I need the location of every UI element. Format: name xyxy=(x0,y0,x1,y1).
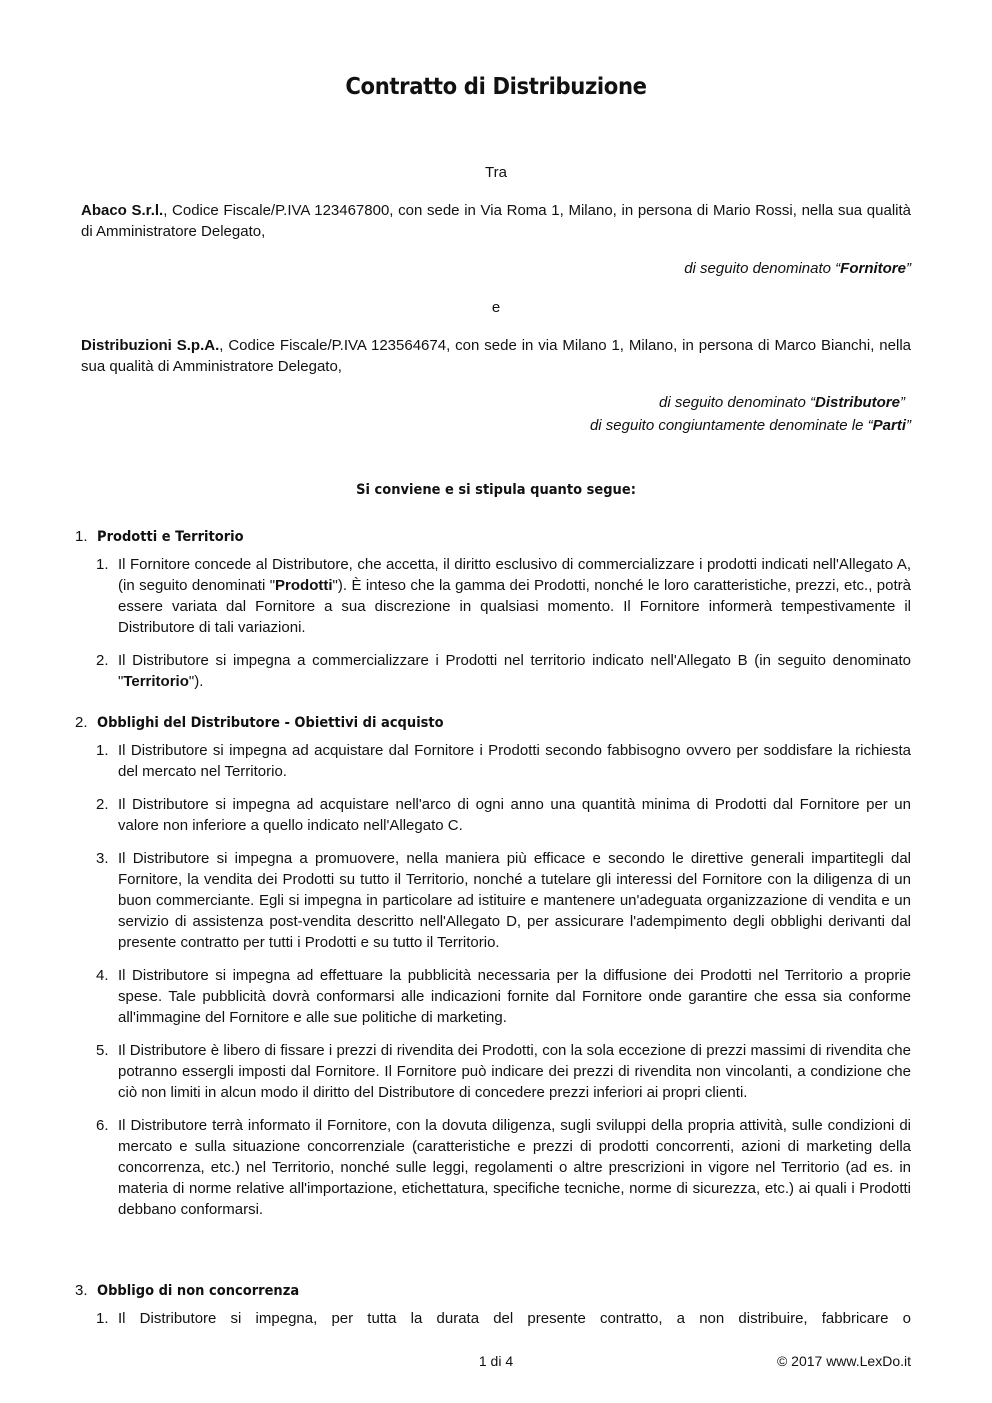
section-number: 2. xyxy=(75,714,88,731)
section-3 xyxy=(75,1281,911,1329)
designation-suffix: ” xyxy=(906,260,911,277)
intro-heading: Si conviene e si stipula quanto segue: xyxy=(356,482,636,498)
clause-text: Il Distributore si impegna, per tutta la durata del presente contratto, a non distribuire, fabbricare o xyxy=(118,1310,911,1327)
section-heading xyxy=(75,1281,911,1301)
party-1-name: Abaco S.r.l. xyxy=(81,202,164,219)
clause-text: Il Distributore si impegna a promuovere, nella maniera più efficace e secondo le direttive generali impartitegli dal Fornitore, la vendita dei Prodotti su tutto il Territorio, nonché a tutelare gli interessi del Fornitore con la diligenza di un buon commerciante. Egli si impegna in particolare ad istituire e mantenere un'adeguata organizzazione di vendita e un servizio di assistenza post-vendita descritto nell'Allegato D, per assicurare l'adempimento degli obblighi derivanti dal presente contratto per tutti i Prodotti e su tutto il Territorio. xyxy=(118,850,911,951)
party-1-details: , Codice Fiscale/P.IVA 123467800, con sede in Via Roma 1, Milano, in persona di Mario Rossi, nella sua qualità di Amministratore Delegato, xyxy=(81,202,911,240)
clause-item xyxy=(75,740,911,782)
clause-item xyxy=(75,650,911,692)
defined-term: Prodotti xyxy=(275,577,333,594)
clause-item xyxy=(75,794,911,836)
section-title: Obblighi del Distributore - Obiettivi di acquisto xyxy=(97,715,444,731)
section-number: 1. xyxy=(75,528,88,545)
designation-name: Distributore xyxy=(814,394,900,411)
defined-term: Territorio xyxy=(123,673,189,690)
clause-number: 3. xyxy=(96,850,109,867)
designation-name: Parti xyxy=(872,417,906,434)
section-title: Obbligo di non concorrenza xyxy=(97,1283,300,1299)
section-2 xyxy=(75,713,911,1220)
clause-item xyxy=(75,1115,911,1220)
clause-text: Il Distributore terrà informato il Fornitore, con la dovuta diligenza, sugli sviluppi della propria attività, sulle condizioni di mercato e sulla situazione concorrenziale (caratteristiche e prezzi di prodotti concorrenti, azioni di marketing della concorrenza, etc.) nel Territorio, nonché sulle leggi, regolamenti o altre prescrizioni in vigore nel Territorio (ad es. in materia di norme relative all'importazione, etichettatura, specifiche tecniche, norme di sicurezza, etc.) ai quali i Prodotti debbano conformarsi. xyxy=(118,1117,911,1218)
designation-prefix: di seguito denominato “ xyxy=(684,260,841,277)
section-heading xyxy=(75,713,911,733)
clause-text: Il Fornitore concede al Distributore, che accetta, il diritto esclusivo di commercializzare i prodotti indicati nell'Allegato A, (in seguito denominati "Prodotti"). È inteso che la gamma dei Prodotti, nonché le loro caratteristiche, prezzi, etc., potrà essere variata dal Fornitore a sua discrezione in qualsiasi momento. Il Fornitore informerà tempestivamente il Distributore di tali variazioni. xyxy=(118,556,911,636)
party-1-designation xyxy=(684,257,911,280)
clause-item xyxy=(75,1308,911,1329)
party-1-description xyxy=(81,200,911,242)
clause-number: 1. xyxy=(96,742,109,759)
clause-number: 6. xyxy=(96,1117,109,1134)
designation-name: Fornitore xyxy=(840,260,906,277)
clause-list xyxy=(75,740,911,1220)
clause-text: Il Distributore si impegna ad acquistare dal Fornitore i Prodotti secondo fabbisogno ovvero per soddisfare la richiesta del mercato nel Territorio. xyxy=(118,742,911,780)
clause-list xyxy=(75,554,911,692)
party-2-details: , Codice Fiscale/P.IVA 123564674, con sede in via Milano 1, Milano, in persona di Marco Bianchi, nella sua qualità di Amministratore Delegato, xyxy=(81,337,912,375)
party-2-designation xyxy=(659,391,905,414)
designation-prefix: di seguito denominato “ xyxy=(659,394,815,411)
clause-text: Il Distributore è libero di fissare i prezzi di rivendita dei Prodotti, con la sola eccezione di prezzi massimi di rivendita che potranno essergli imposti dal Fornitore. Il Fornitore può indicare dei prezzi di rivendita non vincolanti, a condizione che ciò non limiti in alcun modo il diritto del Distributore di concedere prezzi inferiori ai propri clienti. xyxy=(118,1042,911,1101)
between-label: Tra xyxy=(485,164,507,181)
clause-text: Il Distributore si impegna a commercializzare i Prodotti nel territorio indicato nell'Allegato B (in seguito denominato "Territorio"). xyxy=(118,652,911,690)
designation-suffix: ” xyxy=(900,394,905,411)
section-number: 3. xyxy=(75,1282,88,1299)
designation-prefix: di seguito congiuntamente denominate le “ xyxy=(589,417,873,434)
clause-item xyxy=(75,1040,911,1103)
clause-text: Il Distributore si impegna ad acquistare nell'arco di ogni anno una quantità minima di Prodotti dal Fornitore per un valore non inferiore a quello indicato nell'Allegato C. xyxy=(118,796,911,834)
party-2-name: Distribuzioni S.p.A. xyxy=(81,337,220,354)
page-indicator: 1 di 4 xyxy=(478,1353,514,1369)
clause-text: Il Distributore si impegna ad effettuare la pubblicità necessaria per la diffusione dei Prodotti nel Territorio a proprie spese. Tale pubblicità dovrà conformarsi alle indicazioni fornite dal Fornitore onde garantire che essa sia conforme all'immagine del Fornitore e alle sue politiche di marketing. xyxy=(118,967,911,1026)
clause-number: 1. xyxy=(96,1310,109,1327)
clause-item xyxy=(75,554,911,638)
and-label: e xyxy=(491,299,501,316)
joint-designation xyxy=(590,414,911,437)
clause-item xyxy=(75,965,911,1028)
party-2-description xyxy=(81,335,911,377)
clause-number: 1. xyxy=(96,556,109,573)
clause-number: 2. xyxy=(96,796,109,813)
clause-item xyxy=(75,848,911,953)
document-title: Contratto di Distribuzione xyxy=(345,74,647,100)
clause-number: 2. xyxy=(96,652,109,669)
designation-suffix: ” xyxy=(906,417,911,434)
section-title: Prodotti e Territorio xyxy=(97,529,244,545)
clause-list xyxy=(75,1308,911,1329)
clause-number: 4. xyxy=(96,967,109,984)
section-1 xyxy=(75,527,911,692)
section-heading xyxy=(75,527,911,547)
clause-number: 5. xyxy=(96,1042,109,1059)
copyright-notice: © 2017 www.LexDo.it xyxy=(776,1353,911,1369)
